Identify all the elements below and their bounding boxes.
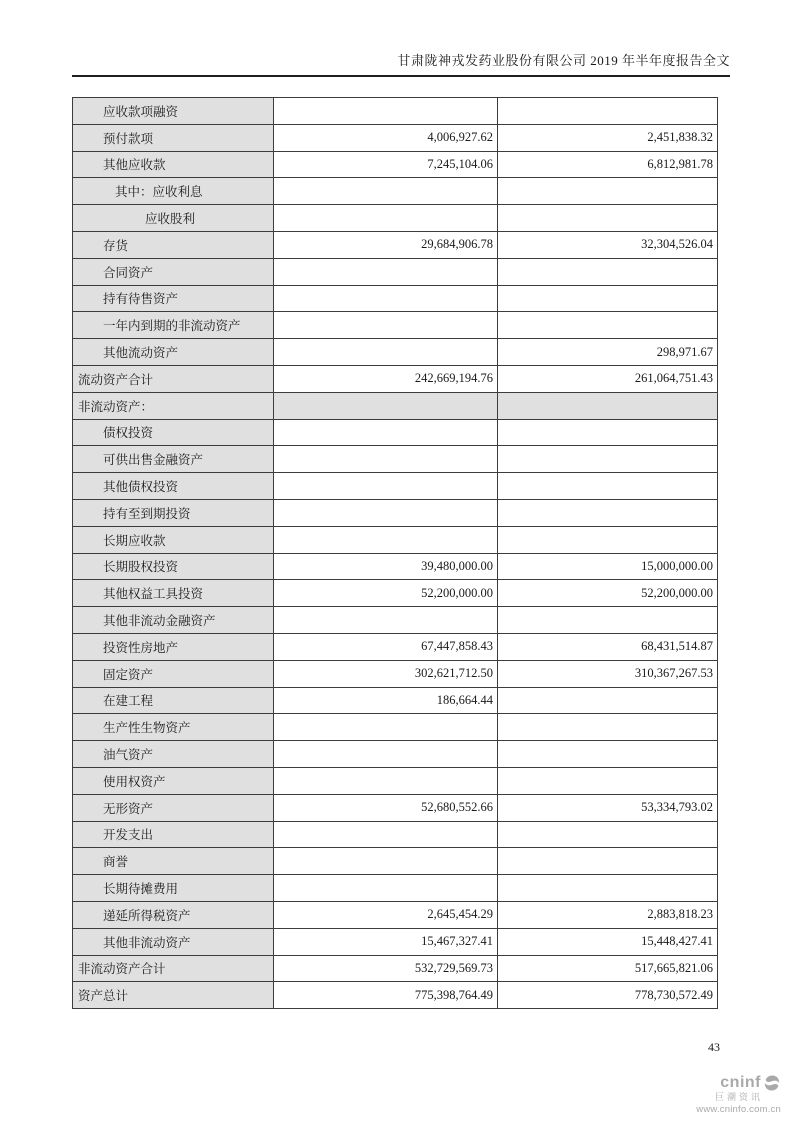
row-label: 生产性生物资产 (73, 714, 274, 741)
cninfo-logo-row (671, 1074, 781, 1092)
cninfo-logo (671, 1074, 781, 1115)
table-row (73, 848, 718, 875)
table-row (73, 607, 718, 634)
table-row (73, 312, 718, 339)
table-row (73, 473, 718, 500)
value-current-period (274, 446, 498, 473)
value-prior-period (498, 312, 718, 339)
value-current-period (274, 98, 498, 125)
table-row (73, 365, 718, 392)
value-prior-period (498, 848, 718, 875)
row-label: 其他应收款 (73, 151, 274, 178)
table-row (73, 580, 718, 607)
value-current-period: 7,245,104.06 (274, 151, 498, 178)
value-prior-period (498, 473, 718, 500)
value-current-period (274, 821, 498, 848)
value-current-period (274, 339, 498, 366)
value-prior-period (498, 446, 718, 473)
balance-sheet-body (73, 98, 718, 1009)
row-label: 油气资产 (73, 741, 274, 768)
table-row (73, 687, 718, 714)
row-label: 应收款项融资 (73, 98, 274, 125)
table-row (73, 767, 718, 794)
row-label: 在建工程 (73, 687, 274, 714)
report-header-title: 甘肃陇神戎发药业股份有限公司 2019 年半年度报告全文 (72, 50, 730, 77)
row-label: 长期股权投资 (73, 553, 274, 580)
value-prior-period (498, 205, 718, 232)
row-label: 可供出售金融资产 (73, 446, 274, 473)
value-prior-period: 298,971.67 (498, 339, 718, 366)
value-prior-period (498, 392, 718, 419)
table-row (73, 285, 718, 312)
value-prior-period: 261,064,751.43 (498, 365, 718, 392)
value-current-period: 2,645,454.29 (274, 901, 498, 928)
table-row (73, 339, 718, 366)
value-current-period (274, 848, 498, 875)
value-current-period: 532,729,569.73 (274, 955, 498, 982)
value-current-period: 4,006,927.62 (274, 124, 498, 151)
value-current-period (274, 285, 498, 312)
value-prior-period: 15,000,000.00 (498, 553, 718, 580)
row-label: 开发支出 (73, 821, 274, 848)
value-current-period: 775,398,764.49 (274, 982, 498, 1009)
cninfo-brand-text: cninf (720, 1074, 761, 1092)
value-current-period (274, 392, 498, 419)
row-label: 资产总计 (73, 982, 274, 1009)
value-current-period (274, 875, 498, 902)
table-row (73, 419, 718, 446)
value-prior-period (498, 821, 718, 848)
table-row (73, 901, 718, 928)
table-row (73, 714, 718, 741)
value-prior-period: 778,730,572.49 (498, 982, 718, 1009)
cninfo-url: www.cninfo.com.cn (696, 1103, 781, 1115)
value-prior-period (498, 607, 718, 634)
table-row (73, 660, 718, 687)
table-row (73, 982, 718, 1009)
value-prior-period (498, 258, 718, 285)
value-prior-period (498, 687, 718, 714)
value-prior-period: 68,431,514.87 (498, 633, 718, 660)
value-current-period: 29,684,906.78 (274, 231, 498, 258)
row-label: 使用权资产 (73, 767, 274, 794)
value-current-period (274, 607, 498, 634)
table-row (73, 875, 718, 902)
value-prior-period (498, 499, 718, 526)
value-prior-period: 2,883,818.23 (498, 901, 718, 928)
row-label: 其他权益工具投资 (73, 580, 274, 607)
table-row (73, 821, 718, 848)
row-label: 非流动资产合计 (73, 955, 274, 982)
row-label: 商誉 (73, 848, 274, 875)
value-current-period (274, 473, 498, 500)
row-label: 长期应收款 (73, 526, 274, 553)
value-prior-period: 2,451,838.32 (498, 124, 718, 151)
table-row (73, 98, 718, 125)
value-prior-period (498, 178, 718, 205)
value-current-period: 52,200,000.00 (274, 580, 498, 607)
table-row (73, 741, 718, 768)
page-number: 43 (708, 1040, 720, 1054)
table-row (73, 526, 718, 553)
row-label: 预付款项 (73, 124, 274, 151)
value-prior-period (498, 285, 718, 312)
value-prior-period: 15,448,427.41 (498, 928, 718, 955)
table-row (73, 178, 718, 205)
value-prior-period (498, 526, 718, 553)
row-label: 固定资产 (73, 660, 274, 687)
value-prior-period: 32,304,526.04 (498, 231, 718, 258)
row-label: 其他非流动金融资产 (73, 607, 274, 634)
row-label: 应收股利 (73, 205, 274, 232)
value-prior-period: 53,334,793.02 (498, 794, 718, 821)
table-row (73, 794, 718, 821)
table-row (73, 446, 718, 473)
value-prior-period (498, 767, 718, 794)
value-prior-period: 310,367,267.53 (498, 660, 718, 687)
value-current-period: 52,680,552.66 (274, 794, 498, 821)
value-current-period (274, 312, 498, 339)
row-label: 投资性房地产 (73, 633, 274, 660)
value-current-period (274, 499, 498, 526)
cninfo-swirl-icon (763, 1074, 781, 1092)
value-current-period: 302,621,712.50 (274, 660, 498, 687)
value-prior-period (498, 875, 718, 902)
value-prior-period: 517,665,821.06 (498, 955, 718, 982)
balance-sheet-table (72, 97, 718, 1009)
value-prior-period (498, 714, 718, 741)
row-label: 长期待摊费用 (73, 875, 274, 902)
row-label: 持有至到期投资 (73, 499, 274, 526)
value-prior-period: 52,200,000.00 (498, 580, 718, 607)
table-row (73, 928, 718, 955)
value-prior-period: 6,812,981.78 (498, 151, 718, 178)
table-row (73, 231, 718, 258)
row-label: 其中：应收利息 (73, 178, 274, 205)
value-current-period: 15,467,327.41 (274, 928, 498, 955)
row-label: 递延所得税资产 (73, 901, 274, 928)
table-row (73, 499, 718, 526)
value-current-period: 242,669,194.76 (274, 365, 498, 392)
table-row (73, 124, 718, 151)
row-label: 一年内到期的非流动资产 (73, 312, 274, 339)
value-prior-period (498, 741, 718, 768)
row-label: 存货 (73, 231, 274, 258)
table-row (73, 151, 718, 178)
value-current-period (274, 526, 498, 553)
table-row (73, 955, 718, 982)
value-prior-period (498, 98, 718, 125)
value-current-period: 67,447,858.43 (274, 633, 498, 660)
value-current-period (274, 258, 498, 285)
table-row (73, 392, 718, 419)
row-label: 债权投资 (73, 419, 274, 446)
value-current-period: 39,480,000.00 (274, 553, 498, 580)
row-label: 合同资产 (73, 258, 274, 285)
row-label: 其他债权投资 (73, 473, 274, 500)
row-label: 非流动资产： (73, 392, 274, 419)
value-current-period (274, 741, 498, 768)
row-label: 流动资产合计 (73, 365, 274, 392)
table-row (73, 205, 718, 232)
table-row (73, 553, 718, 580)
value-current-period (274, 767, 498, 794)
value-prior-period (498, 419, 718, 446)
value-current-period (274, 178, 498, 205)
table-row (73, 633, 718, 660)
value-current-period (274, 714, 498, 741)
cninfo-subtitle: 巨潮资讯 (714, 1092, 763, 1102)
value-current-period (274, 205, 498, 232)
row-label: 无形资产 (73, 794, 274, 821)
value-current-period (274, 419, 498, 446)
row-label: 其他流动资产 (73, 339, 274, 366)
row-label: 持有待售资产 (73, 285, 274, 312)
row-label: 其他非流动资产 (73, 928, 274, 955)
table-row (73, 258, 718, 285)
value-current-period: 186,664.44 (274, 687, 498, 714)
